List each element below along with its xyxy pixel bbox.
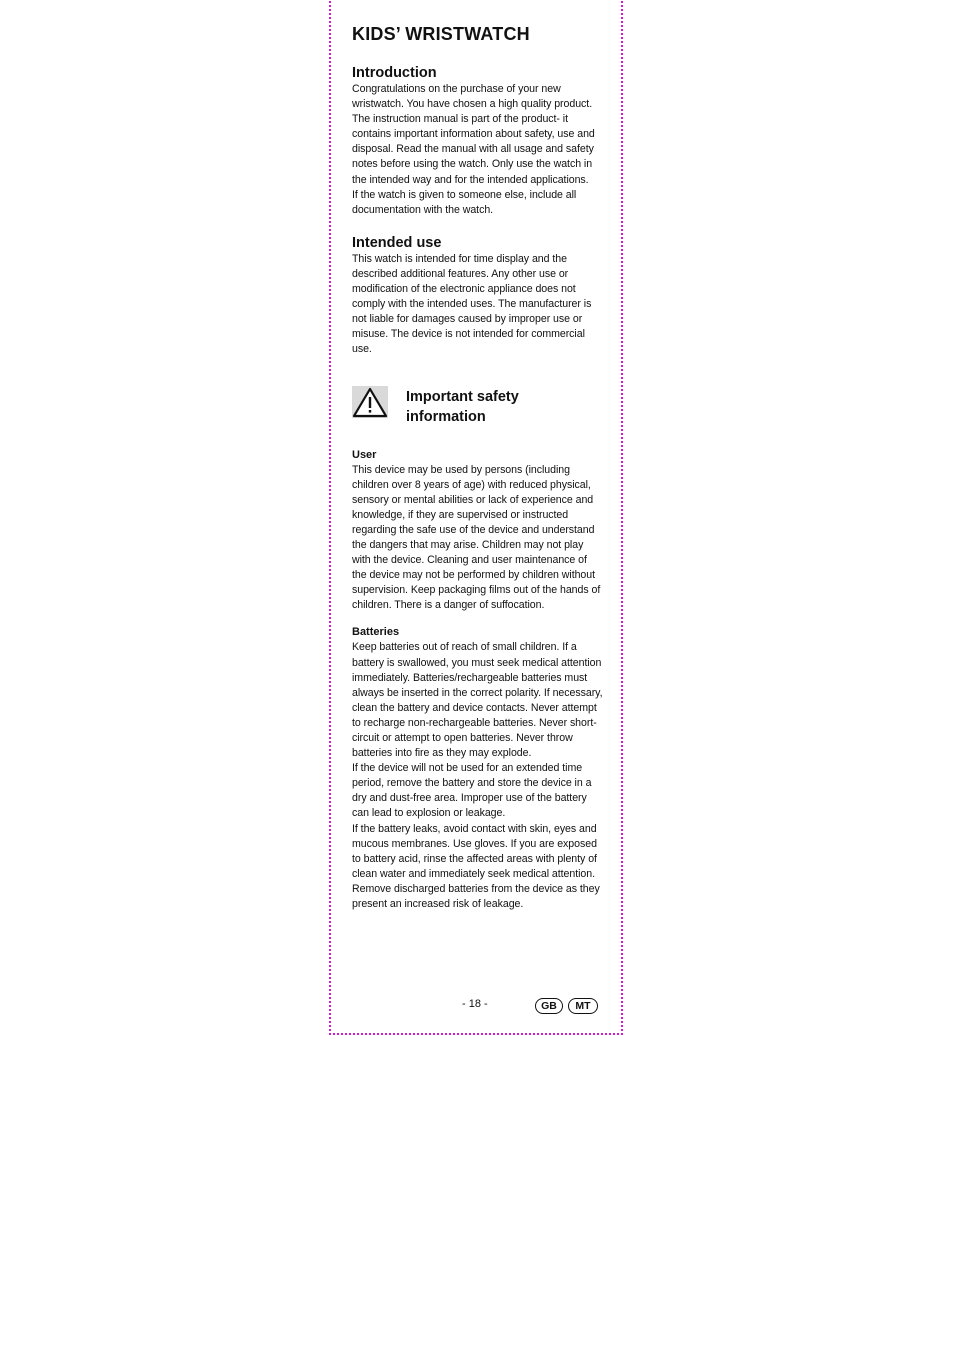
language-badge-gb: GB	[535, 998, 563, 1014]
subsection-batteries	[352, 625, 604, 912]
page-footer	[352, 996, 604, 1016]
safety-heading: Important safety information	[406, 388, 519, 425]
warning-triangle-icon	[352, 386, 388, 418]
subsection-heading: Batteries	[352, 626, 400, 639]
paragraph: If the watch is given to someone else, include all documentation with the watch.	[352, 188, 577, 216]
language-badge-mt: MT	[568, 998, 598, 1014]
section-heading: Intended use	[352, 234, 442, 251]
paragraph: If the device will not be used for an extended time period, remove the battery and store the device in a dry and dust-free area. Improper use of the battery can lead to explosion or leakage.	[352, 762, 592, 820]
paragraph: This device may be used by persons (including children over 8 years of age) with reduced physical, sensory or mental abilities or lack of experience and knowledge, if they are supervised or instructed regarding the safe use of the device and understand the dangers that may arise. Children may not play with the device. Cleaning and user maintenance of the device may not be performed by children without supervision. Keep packaging films out of the hands of children. There is a danger of suffocation.	[352, 463, 601, 612]
paragraph: Congratulations on the purchase of your new wristwatch. You have chosen a high quality product. The instruction manual is part of the product- it contains important information about safety, use and disposal. Read the manual with all usage and safety notes before using the watch. Only use the watch in the intended way and for the intended applications.	[352, 83, 595, 186]
paragraph: This watch is intended for time display and the described additional features. Any other use or modification of the electronic appliance does not comply with the intended uses. The manufacturer is not liable for damages caused by improper use or misuse. The device is not intended for commercial use.	[352, 252, 592, 356]
page-number: - 18 -	[462, 998, 488, 1010]
subsection-user	[352, 448, 604, 614]
paragraph: If the battery leaks, avoid contact with skin, eyes and mucous membranes. Use gloves. If you are exposed to battery acid, rinse the affected areas with plenty of clean water and immediately seek medical attention. Remove discharged batteries from the device as they present an increased risk of leakage.	[352, 822, 600, 911]
page-content	[352, 22, 604, 924]
section-intended-use	[352, 235, 604, 358]
paragraph: Keep batteries out of reach of small children. If a battery is swallowed, you must seek medical attention immediately. Batteries/rechargeable batteries must always be inserted in the correct polarity. If necessary, clean the battery and device contacts. Never attempt to recharge non-rechargeable batteries. Never short-circuit or attempt to open batteries. Never throw batteries into fire as they may explode.	[352, 641, 603, 760]
section-heading: Introduction	[352, 65, 437, 81]
section-introduction	[352, 65, 604, 218]
safety-heading-block	[352, 384, 604, 434]
subsection-heading: User	[352, 448, 377, 461]
document-title: KIDS’ WRISTWATCH	[352, 24, 530, 44]
